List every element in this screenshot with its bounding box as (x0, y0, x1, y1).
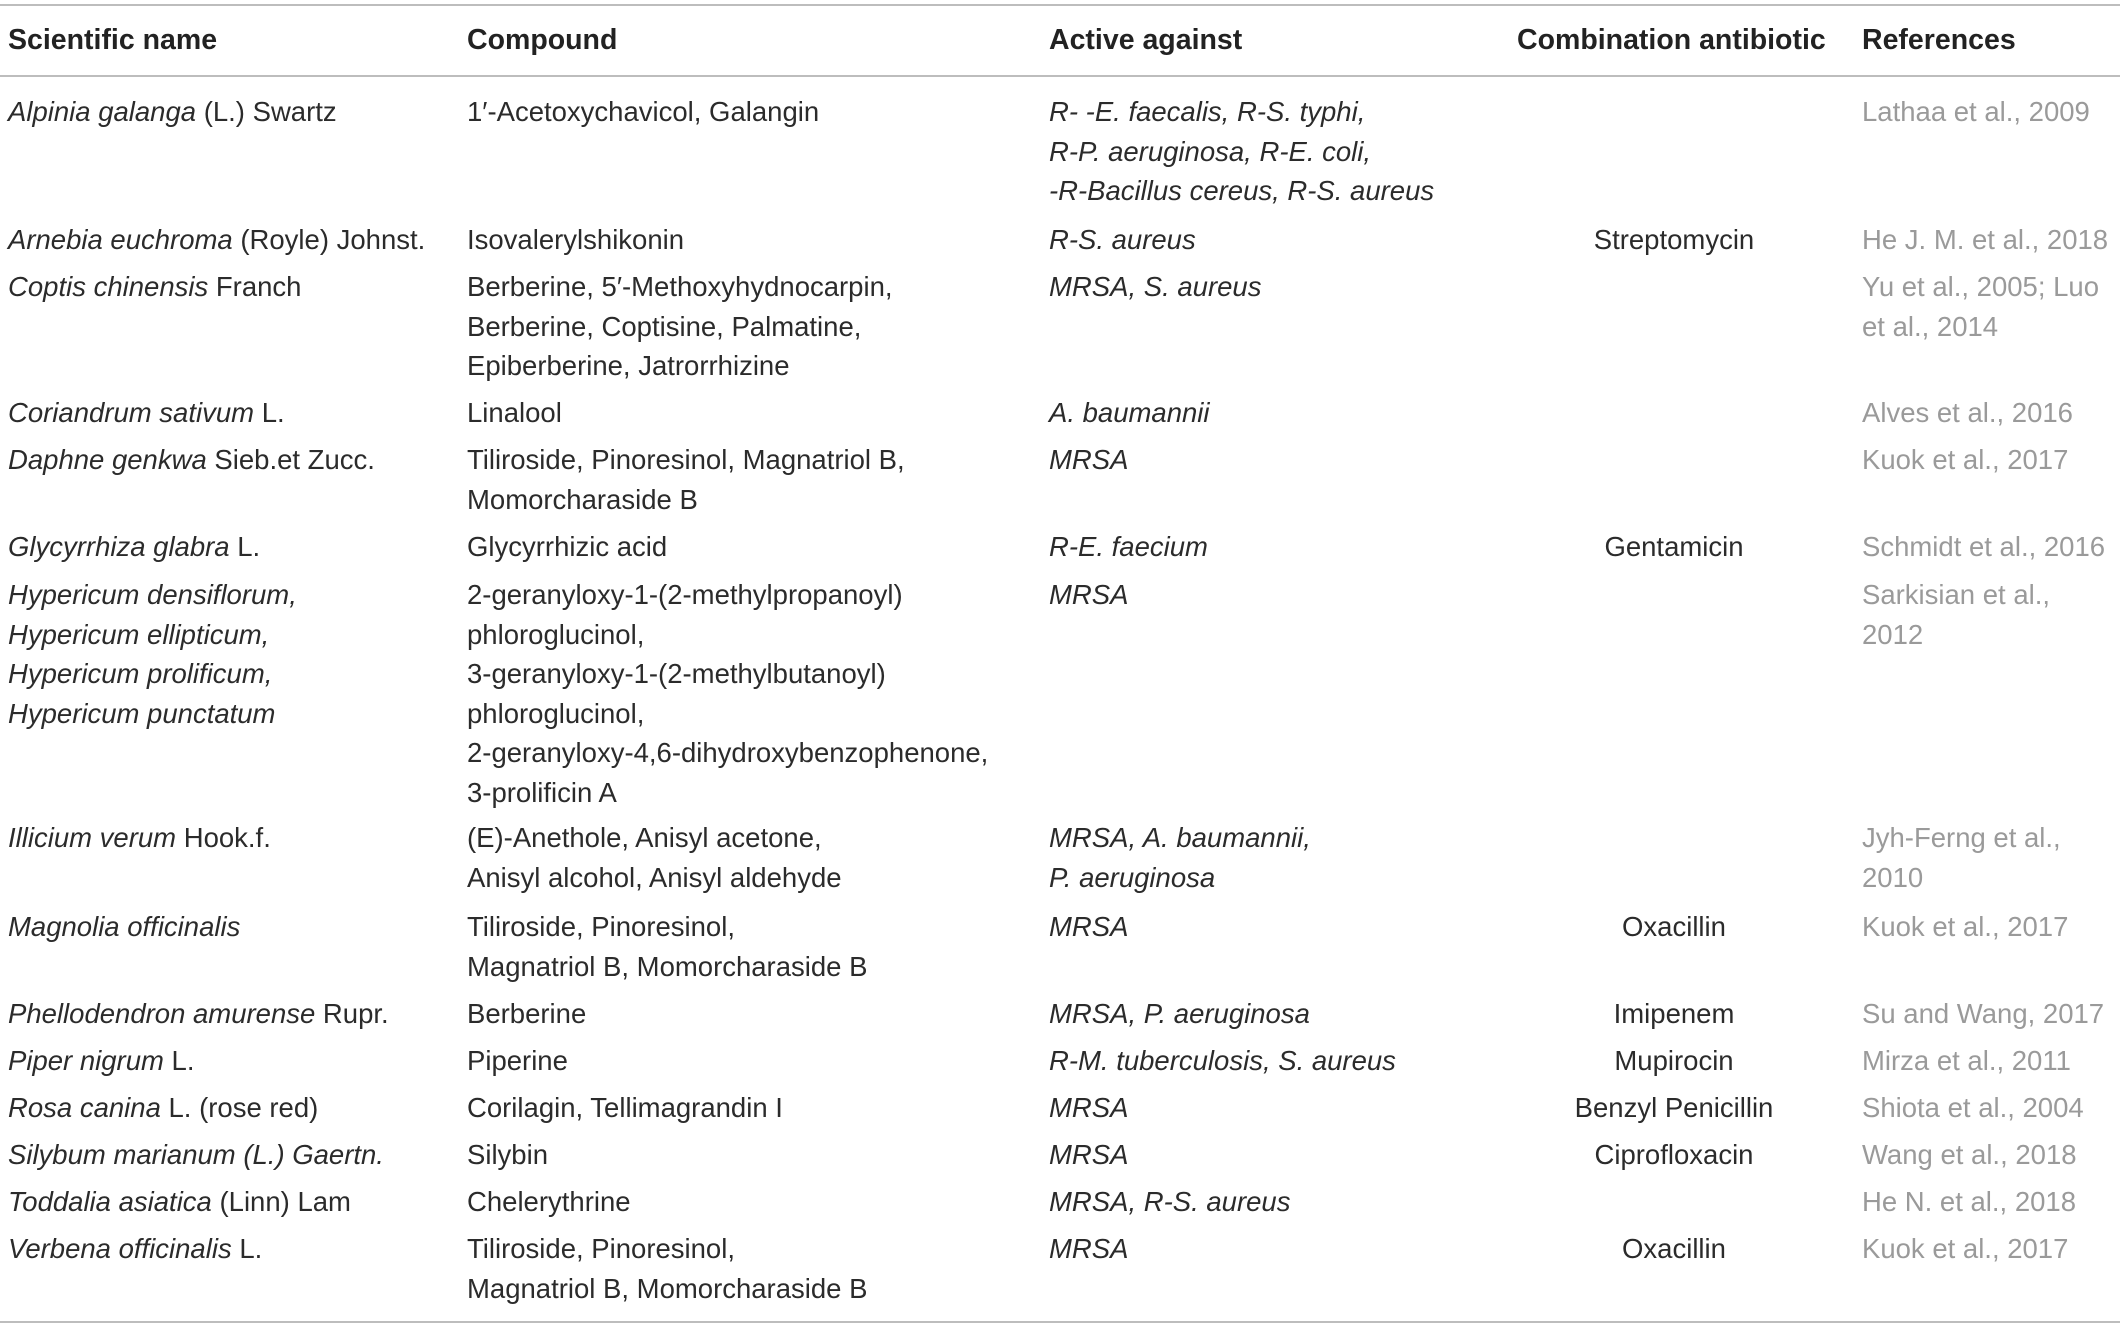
cell-active-against: MRSA (1049, 579, 1129, 610)
cell-scientific-name (8, 1229, 463, 1269)
name-rest: (Linn) Lam (211, 1186, 351, 1217)
cell-active-against: MRSA (1049, 911, 1129, 942)
cell-active-against: MRSA (1049, 1092, 1129, 1123)
cell-references: Wang et al., 2018 (1862, 1139, 2077, 1170)
cell-compound: 1′-Acetoxychavicol, Galangin (467, 96, 820, 127)
cell-active-against: MRSA (1049, 444, 1129, 475)
cell-references: Sarkisian et al., 2012 (1862, 579, 2051, 650)
cell-scientific-name (8, 907, 463, 947)
name-rest: (L.) Swartz (196, 96, 337, 127)
cell-compound: Isovalerylshikonin (467, 224, 685, 255)
cell-active-against: MRSA, P. aeruginosa (1049, 998, 1310, 1029)
name-rest: Franch (208, 271, 302, 302)
cell-scientific-name (8, 1135, 463, 1175)
name-italic: Hypericum densiflorum, Hypericum ellipticum, Hypericum prolificum, Hypericum punctatum (8, 579, 297, 729)
cell-combination-antibiotic: Mupirocin (1614, 1045, 1734, 1076)
cell-references: Alves et al., 2016 (1862, 397, 2073, 428)
name-italic: Illicium verum (8, 822, 177, 853)
cell-references: Jyh-Ferng et al., 2010 (1862, 822, 2061, 893)
cell-compound: Chelerythrine (467, 1186, 631, 1217)
cell-combination-antibiotic: Ciprofloxacin (1594, 1139, 1754, 1170)
cell-references: Kuok et al., 2017 (1862, 444, 2069, 475)
name-rest: L. (163, 1045, 195, 1076)
cell-compound: Tiliroside, Pinoresinol, Magnatriol B, Momorcharaside B (467, 911, 868, 982)
header-scientific-name: Scientific name (8, 24, 218, 56)
cell-combination-antibiotic: Benzyl Penicillin (1574, 1092, 1774, 1123)
cell-references: Schmidt et al., 2016 (1862, 531, 2106, 562)
name-italic: Arnebia euchroma (8, 224, 233, 255)
cell-scientific-name (8, 1088, 463, 1128)
cell-active-against: R-M. tuberculosis, S. aureus (1049, 1045, 1396, 1076)
name-rest: L. (231, 1233, 263, 1264)
name-rest: L. (229, 531, 261, 562)
cell-references: Mirza et al., 2011 (1862, 1045, 2071, 1076)
cell-combination-antibiotic: Oxacillin (1622, 1233, 1726, 1264)
table-bottom-rule (0, 1321, 2120, 1323)
cell-compound: Tiliroside, Pinoresinol, Magnatriol B, Momorcharaside B (467, 444, 905, 515)
cell-active-against: MRSA, A. baumannii, P. aeruginosa (1049, 822, 1311, 893)
cell-scientific-name (8, 818, 463, 858)
name-italic: Rosa canina (8, 1092, 161, 1123)
cell-references: Shiota et al., 2004 (1862, 1092, 2084, 1123)
cell-references: Yu et al., 2005; Luo et al., 2014 (1862, 271, 2099, 342)
cell-scientific-name (8, 1041, 463, 1081)
cell-scientific-name (8, 527, 463, 567)
cell-active-against: MRSA (1049, 1139, 1129, 1170)
cell-scientific-name (8, 575, 463, 733)
cell-references: He J. M. et al., 2018 (1862, 224, 2109, 255)
name-italic: Coptis chinensis (8, 271, 209, 302)
name-rest: L. (254, 397, 285, 428)
cell-scientific-name (8, 1182, 463, 1222)
name-italic: Verbena officinalis (8, 1233, 232, 1264)
name-italic: Toddalia asiatica (8, 1186, 212, 1217)
name-italic: Magnolia officinalis (8, 911, 241, 942)
cell-compound: Corilagin, Tellimagrandin I (467, 1092, 783, 1123)
name-rest: Rupr. (315, 998, 389, 1029)
header-references: References (1862, 24, 2016, 56)
cell-references: He N. et al., 2018 (1862, 1186, 2077, 1217)
cell-compound: Berberine (467, 998, 587, 1029)
cell-active-against: R-E. faecium (1049, 531, 1208, 562)
cell-compound: 2-geranyloxy-1-(2-methylpropanoyl) phloroglucinol, 3-geranyloxy-1-(2-methylbutanoyl) phloroglucinol, 2-geranyloxy-4,6-dihydroxybenzophenone, 3-prolificin A (467, 579, 989, 808)
header-combination-antibiotic: Combination antibiotic (1517, 24, 1826, 56)
header-active-against: Active against (1049, 24, 1243, 56)
cell-active-against: R-S. aureus (1049, 224, 1196, 255)
header-compound: Compound (467, 24, 618, 56)
cell-combination-antibiotic: Imipenem (1613, 998, 1735, 1029)
cell-compound: Linalool (467, 397, 562, 428)
name-rest: Sieb.et Zucc. (206, 444, 375, 475)
name-rest: L. (rose red) (160, 1092, 319, 1123)
cell-combination-antibiotic: Streptomycin (1593, 224, 1755, 255)
cell-combination-antibiotic: Gentamicin (1604, 531, 1744, 562)
cell-compound: Piperine (467, 1045, 568, 1076)
table-top-rule (0, 4, 2120, 6)
name-italic: Alpinia galanga (8, 96, 197, 127)
cell-compound: (E)-Anethole, Anisyl acetone, Anisyl alcohol, Anisyl aldehyde (467, 822, 842, 893)
name-rest: Hook.f. (176, 822, 271, 853)
cell-compound: Tiliroside, Pinoresinol, Magnatriol B, Momorcharaside B (467, 1233, 868, 1304)
cell-active-against: MRSA (1049, 1233, 1129, 1264)
cell-compound: Silybin (467, 1139, 549, 1170)
name-italic: Coriandrum sativum (8, 397, 255, 428)
cell-scientific-name (8, 994, 463, 1034)
cell-active-against: R- -E. faecalis, R-S. typhi, R-P. aeruginosa, R-E. coli, -R-Bacillus cereus, R-S. aureus (1049, 96, 1435, 206)
cell-scientific-name (8, 267, 463, 307)
cell-combination-antibiotic: Oxacillin (1622, 911, 1726, 942)
cell-scientific-name (8, 92, 463, 132)
cell-scientific-name (8, 220, 463, 260)
cell-scientific-name (8, 440, 463, 480)
cell-scientific-name (8, 393, 463, 433)
name-italic: Phellodendron amurense (8, 998, 316, 1029)
cell-references: Kuok et al., 2017 (1862, 911, 2069, 942)
cell-active-against: MRSA, S. aureus (1049, 271, 1262, 302)
header-rule (0, 75, 2120, 77)
cell-compound: Berberine, 5′-Methoxyhydnocarpin, Berberine, Coptisine, Palmatine, Epiberberine, Jatrorrhizine (467, 271, 893, 381)
cell-references: Su and Wang, 2017 (1862, 998, 2105, 1029)
name-italic: Daphne genkwa (8, 444, 207, 475)
cell-compound: Glycyrrhizic acid (467, 531, 668, 562)
cell-active-against: MRSA, R-S. aureus (1049, 1186, 1291, 1217)
cell-references: Lathaa et al., 2009 (1862, 96, 2090, 127)
name-italic: Glycyrrhiza glabra (8, 531, 230, 562)
name-italic: Piper nigrum (8, 1045, 164, 1076)
cell-references: Kuok et al., 2017 (1862, 1233, 2069, 1264)
name-rest: (Royle) Johnst. (232, 224, 426, 255)
name-italic: Silybum marianum (L.) Gaertn. (8, 1139, 384, 1170)
cell-active-against: A. baumannii (1049, 397, 1210, 428)
